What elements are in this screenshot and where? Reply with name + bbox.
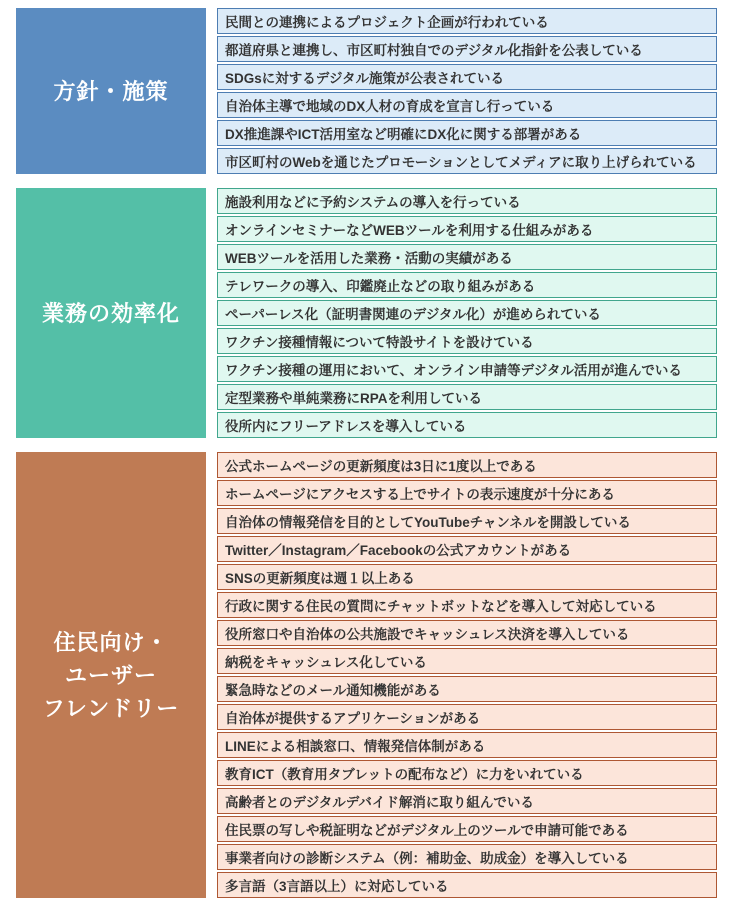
- section-title-line: ユーザー: [64, 662, 157, 688]
- section-title-line: フレンドリー: [42, 695, 180, 721]
- checklist-item: 教育ICT（教育用タブレットの配布など）に力をいれている: [217, 760, 717, 786]
- checklist-item: 都道府県と連携し、市区町村独自でのデジタル化指針を公表している: [217, 36, 717, 62]
- checklist-item: 納税をキャッシュレス化している: [217, 648, 717, 674]
- section-header-policy: [16, 8, 206, 174]
- checklist-item: LINEによる相談窓口、情報発信体制がある: [217, 732, 717, 758]
- section-title-line: 業務の効率化: [41, 300, 180, 326]
- checklist-item: 多言語（3言語以上）に対応している: [217, 872, 717, 898]
- section-resident-friendly: [16, 452, 717, 898]
- checklist-item: 緊急時などのメール通知機能がある: [217, 676, 717, 702]
- checklist-item: 自治体主導で地域のDX人材の育成を宣言し行っている: [217, 92, 717, 118]
- checklist-item: ペーパーレス化（証明書関連のデジタル化）が進められている: [217, 300, 717, 326]
- section-title-line: 住民向け・: [53, 629, 169, 655]
- checklist-item: WEBツールを活用した業務・活動の実績がある: [217, 244, 717, 270]
- checklist-item: テレワークの導入、印鑑廃止などの取り組みがある: [217, 272, 717, 298]
- checklist-item: 市区町村のWebを通じたプロモーションとしてメディアに取り上げられている: [217, 148, 717, 174]
- checklist-item: オンラインセミナーなどWEBツールを利用する仕組みがある: [217, 216, 717, 242]
- checklist-item: 行政に関する住民の質問にチャットボットなどを導入して対応している: [217, 592, 717, 618]
- checklist-item: 定型業務や単純業務にRPAを利用している: [217, 384, 717, 410]
- checklist-item: 高齢者とのデジタルデバイド解消に取り組んでいる: [217, 788, 717, 814]
- section-rows-efficiency: [217, 188, 717, 438]
- section-header-resident-friendly: [16, 452, 206, 898]
- checklist-item: ワクチン接種の運用において、オンライン申請等デジタル活用が進んでいる: [217, 356, 717, 382]
- checklist-item: SDGsに対するデジタル施策が公表されている: [217, 64, 717, 90]
- checklist-item: ホームページにアクセスする上でサイトの表示速度が十分にある: [217, 480, 717, 506]
- checklist-item: 自治体の情報発信を目的としてYouTubeチャンネルを開設している: [217, 508, 717, 534]
- section-policy: [16, 8, 717, 174]
- checklist-item: SNSの更新頻度は週１以上ある: [217, 564, 717, 590]
- section-title-line: 方針・施策: [53, 78, 169, 104]
- section-rows-policy: [217, 8, 717, 174]
- checklist-item: 公式ホームページの更新頻度は3日に1度以上である: [217, 452, 717, 478]
- checklist-item: 事業者向けの診断システム（例：補助金、助成金）を導入している: [217, 844, 717, 870]
- checklist-item: 役所窓口や自治体の公共施設でキャッシュレス決済を導入している: [217, 620, 717, 646]
- checklist-item: 民間との連携によるプロジェクト企画が行われている: [217, 8, 717, 34]
- section-efficiency: [16, 188, 717, 438]
- checklist-item: 役所内にフリーアドレスを導入している: [217, 412, 717, 438]
- checklist-item: DX推進課やICT活用室など明確にDX化に関する部署がある: [217, 120, 717, 146]
- checklist-item: 住民票の写しや税証明などがデジタル上のツールで申請可能である: [217, 816, 717, 842]
- section-rows-resident-friendly: [217, 452, 717, 898]
- checklist-item: 自治体が提供するアプリケーションがある: [217, 704, 717, 730]
- checklist-item: ワクチン接種情報について特設サイトを設けている: [217, 328, 717, 354]
- section-header-efficiency: [16, 188, 206, 438]
- checklist-item: Twitter／Instagram／Facebookの公式アカウントがある: [217, 536, 717, 562]
- checklist-item: 施設利用などに予約システムの導入を行っている: [217, 188, 717, 214]
